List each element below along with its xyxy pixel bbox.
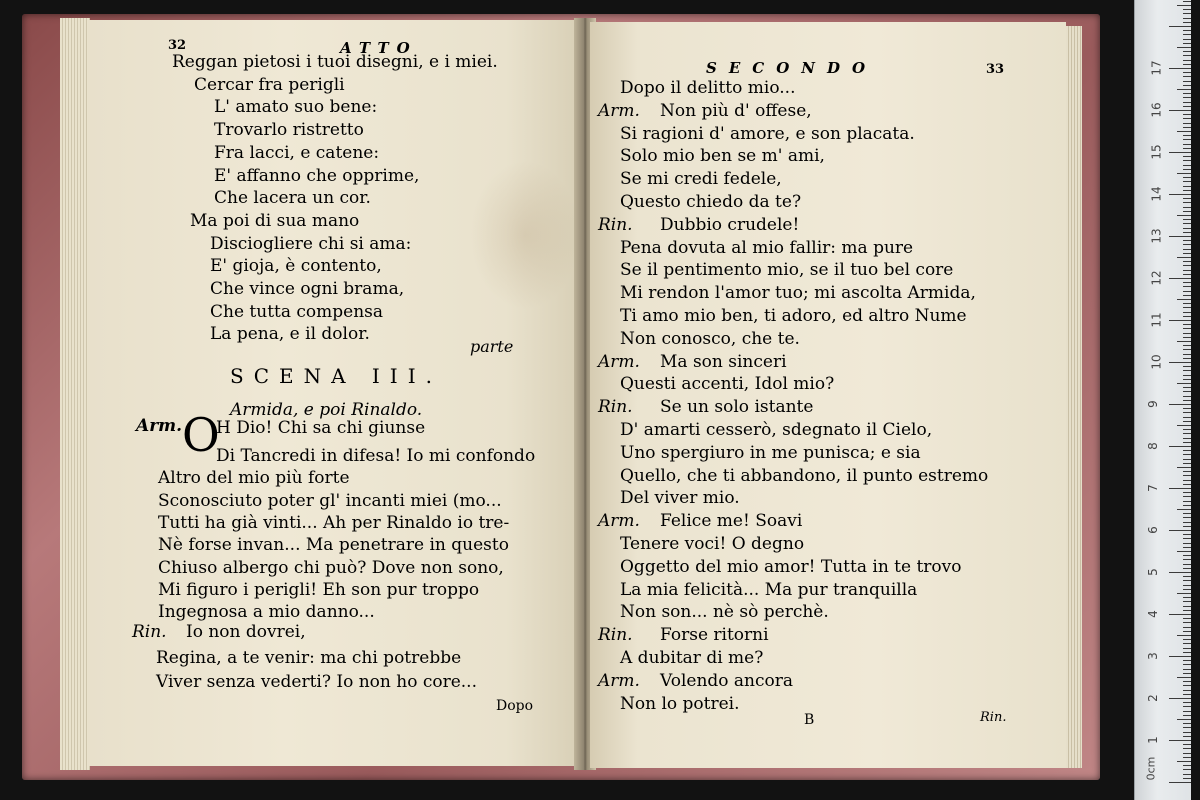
ruler-tick [1183, 618, 1191, 619]
dialogue-line: Mi rendon l'amor tuo; mi ascolta Armida, [620, 283, 976, 304]
ruler-tick [1183, 286, 1191, 287]
ruler-tick [1183, 450, 1191, 451]
ruler-tick [1177, 257, 1191, 258]
ruler-tick [1183, 576, 1191, 577]
ruler-tick [1183, 345, 1191, 346]
ruler-tick [1183, 165, 1191, 166]
ruler-tick [1183, 328, 1191, 329]
ruler-tick [1177, 719, 1191, 720]
ruler-number: 5 [1145, 568, 1160, 576]
ruler-tick [1183, 681, 1191, 682]
ruler-tick [1169, 320, 1191, 321]
verse-line: Che vince ogni brama, [210, 279, 405, 299]
ruler-tick [1169, 278, 1191, 279]
ruler-tick [1183, 555, 1191, 556]
ruler-tick [1183, 55, 1191, 56]
ruler-tick [1183, 9, 1191, 10]
ruler-tick [1183, 181, 1191, 182]
ruler-tick [1169, 740, 1191, 741]
dialogue-line: Non son... nè sò perchè. [620, 602, 829, 623]
ruler-tick [1169, 26, 1191, 27]
ruler-tick [1183, 22, 1191, 23]
ruler-tick [1183, 568, 1191, 569]
ruler-tick [1177, 131, 1191, 132]
ruler-number: 6 [1145, 526, 1160, 534]
ruler-tick [1183, 421, 1191, 422]
ruler-tick [1183, 156, 1191, 157]
ruler-tick [1183, 349, 1191, 350]
ruler-tick [1183, 513, 1191, 514]
ruler-tick [1183, 135, 1191, 136]
ruler-tick [1183, 64, 1191, 65]
page-edges-left [60, 18, 90, 770]
ruler-tick [1183, 547, 1191, 548]
ruler-tick [1183, 522, 1191, 523]
ruler-tick [1177, 215, 1191, 216]
ruler-tick [1183, 606, 1191, 607]
drop-cap-letter: O [182, 408, 220, 462]
ruler-tick [1183, 13, 1191, 14]
ruler-tick [1183, 417, 1191, 418]
dialogue-line: Quello, che ti abbandono, il punto estremo [620, 465, 989, 486]
ruler-number: 8 [1145, 442, 1160, 450]
ruler-tick [1183, 627, 1191, 628]
ruler-number: 15 [1149, 144, 1164, 160]
ruler-tick [1183, 501, 1191, 502]
ruler-tick [1183, 744, 1191, 745]
ruler-tick [1183, 748, 1191, 749]
ruler-tick [1183, 186, 1191, 187]
ruler-tick [1183, 249, 1191, 250]
ruler-tick [1183, 753, 1191, 754]
ruler-tick [1169, 614, 1191, 615]
verse-line: Cercar fra perigli [194, 74, 345, 95]
ruler-tick [1177, 425, 1191, 426]
exit-direction: parte [470, 337, 514, 356]
ruler-tick [1183, 303, 1191, 304]
ruler-tick [1183, 85, 1191, 86]
ruler-tick [1183, 72, 1191, 73]
ruler-tick [1183, 354, 1191, 355]
measuring-ruler [1134, 0, 1191, 800]
ruler-tick [1183, 622, 1191, 623]
armida-line: Altro del mio più forte [158, 468, 350, 489]
ruler-tick [1183, 106, 1191, 107]
ruler-number: 4 [1145, 610, 1160, 618]
verse-line: Ma poi di sua mano [190, 210, 360, 231]
ruler-tick [1183, 43, 1191, 44]
ruler-tick [1183, 232, 1191, 233]
verse-line: L' amato suo bene: [214, 97, 378, 118]
ruler-tick [1183, 484, 1191, 485]
ruler-tick [1183, 123, 1191, 124]
dialogue-line: Forse ritorni [660, 625, 769, 646]
left-running-header: ATTO [340, 39, 418, 57]
ruler-tick [1183, 774, 1191, 775]
dialogue-line: D' amarti cesserò, sdegnato il Cielo, [620, 420, 933, 440]
dialogue-line: Ti amo mio ben, ti adoro, ed altro Nume [620, 306, 967, 326]
ink-bleed-stain [470, 160, 580, 310]
ruler-tick [1177, 677, 1191, 678]
ruler-tick [1183, 60, 1191, 61]
ruler-tick [1183, 664, 1191, 665]
speaker-rinaldo-label: Rin. [132, 622, 167, 642]
verse-line: Fra lacci, e catene: [214, 142, 380, 163]
ruler-tick [1183, 723, 1191, 724]
armida-line: Chiuso albergo chi può? Dove non sono, [158, 557, 504, 578]
ruler-tick [1169, 110, 1191, 111]
dialogue-line: Oggetto del mio amor! Tutta in te trovo [620, 556, 962, 577]
ruler-tick [1169, 656, 1191, 657]
ruler-number: 1 [1145, 736, 1160, 744]
ruler-number: 7 [1145, 484, 1160, 492]
ruler-tick [1183, 429, 1191, 430]
verse-line: La pena, e il dolor. [210, 324, 370, 345]
ruler-tick [1183, 496, 1191, 497]
ruler-tick [1183, 442, 1191, 443]
ruler-tick [1183, 34, 1191, 35]
rinaldo-first-line: Io non dovrei, [186, 622, 306, 642]
ruler-tick [1183, 673, 1191, 674]
ruler-tick [1183, 144, 1191, 145]
speaker-label: Rin. [598, 397, 633, 418]
verse-line: Che lacera un cor. [214, 188, 371, 209]
dialogue-line: Tenere voci! O degno [620, 534, 805, 554]
ruler-tick [1183, 757, 1191, 758]
ruler-tick [1183, 727, 1191, 728]
ruler-tick [1183, 471, 1191, 472]
dialogue-line: Del viver mio. [620, 488, 740, 509]
dialogue-line: Uno spergiuro in me punisca; e sia [620, 442, 921, 463]
ruler-tick [1183, 589, 1191, 590]
ruler-tick [1183, 685, 1191, 686]
ruler-tick [1183, 312, 1191, 313]
armida-line: Tutti ha già vinti... Ah per Rinaldo io tre- [158, 512, 510, 533]
ruler-tick [1183, 190, 1191, 191]
ruler-tick [1183, 543, 1191, 544]
ruler-number: 11 [1149, 312, 1164, 328]
ruler-tick [1183, 412, 1191, 413]
speaker-label: Rin. [598, 625, 633, 646]
ruler-tick [1177, 5, 1191, 6]
ruler-tick [1177, 635, 1191, 636]
ruler-tick [1183, 39, 1191, 40]
ruler-tick [1169, 236, 1191, 237]
ruler-tick [1183, 475, 1191, 476]
ruler-tick [1183, 316, 1191, 317]
ruler-tick [1183, 51, 1191, 52]
dialogue-line: Dopo il delitto mio... [620, 78, 796, 98]
ruler-tick [1183, 139, 1191, 140]
ruler-tick [1183, 228, 1191, 229]
ruler-tick [1183, 240, 1191, 241]
ruler-tick [1183, 81, 1191, 82]
ruler-tick [1183, 408, 1191, 409]
ruler-tick [1169, 404, 1191, 405]
ruler-unit-label: 0cm [1144, 756, 1158, 781]
ruler-tick [1183, 438, 1191, 439]
armida-line: Sconosciuto poter gl' incanti miei (mo... [158, 490, 502, 511]
ruler-tick [1177, 467, 1191, 468]
ruler-tick [1183, 160, 1191, 161]
signature-mark: B [804, 712, 815, 728]
ruler-tick [1177, 593, 1191, 594]
ruler-tick [1183, 102, 1191, 103]
ruler-tick [1177, 761, 1191, 762]
rinaldo-line: Viver senza vederti? Io non ho core... [156, 672, 477, 692]
ruler-tick [1169, 698, 1191, 699]
dialogue-line: Pena dovuta al mio fallir: ma pure [620, 237, 914, 258]
ruler-number: 2 [1145, 694, 1160, 702]
dialogue-line: Dubbio crudele! [660, 214, 800, 235]
ruler-tick [1183, 93, 1191, 94]
ruler-tick [1183, 765, 1191, 766]
ruler-tick [1183, 585, 1191, 586]
ruler-tick [1183, 706, 1191, 707]
ruler-tick [1169, 68, 1191, 69]
scene-heading: SCENA III. [230, 364, 442, 388]
ruler-tick [1177, 173, 1191, 174]
dialogue-line: Se il pentimento mio, se il tuo bel core [620, 260, 954, 281]
dialogue-line: Non conosco, che te. [620, 328, 800, 349]
ruler-tick [1183, 282, 1191, 283]
dialogue-line: Se un solo istante [660, 397, 814, 418]
ruler-tick [1183, 480, 1191, 481]
ruler-tick [1183, 127, 1191, 128]
ruler-tick [1183, 631, 1191, 632]
ruler-tick [1183, 333, 1191, 334]
ruler-tick [1183, 219, 1191, 220]
dialogue-line: Questo chiedo da te? [620, 192, 802, 212]
right-page-number: 33 [986, 62, 1005, 77]
ruler-tick [1169, 782, 1191, 783]
ruler-tick [1183, 198, 1191, 199]
dialogue-line: Felice me! Soavi [660, 511, 803, 532]
ruler-tick [1183, 648, 1191, 649]
ruler-number: 10 [1149, 354, 1164, 370]
ruler-tick [1183, 715, 1191, 716]
ruler-tick [1183, 639, 1191, 640]
verse-line: Disciogliere chi si ama: [210, 233, 412, 254]
speaker-armida-label: Arm. [136, 416, 183, 436]
ruler-tick [1183, 580, 1191, 581]
ruler-tick [1183, 202, 1191, 203]
dialogue-line: Non lo potrei. [620, 693, 740, 714]
ruler-tick [1169, 362, 1191, 363]
ruler-tick [1183, 358, 1191, 359]
dialogue-line: La mia felicità... Ma pur tranquilla [620, 579, 918, 600]
ruler-tick [1183, 274, 1191, 275]
ruler-tick [1183, 76, 1191, 77]
right-catchword: Rin. [980, 710, 1007, 725]
ruler-tick [1183, 177, 1191, 178]
ruler-tick [1169, 194, 1191, 195]
ruler-number: 3 [1145, 652, 1160, 660]
ruler-tick [1183, 778, 1191, 779]
ruler-tick [1177, 383, 1191, 384]
armida-line: Nè forse invan... Ma penetrare in questo [158, 535, 509, 556]
ruler-tick [1177, 509, 1191, 510]
ruler-tick [1183, 463, 1191, 464]
ruler-tick [1183, 492, 1191, 493]
ruler-tick [1183, 253, 1191, 254]
ruler-number: 12 [1149, 270, 1164, 286]
ruler-tick [1183, 375, 1191, 376]
ruler-tick [1183, 534, 1191, 535]
ruler-tick [1183, 526, 1191, 527]
ruler-number: 9 [1145, 400, 1160, 408]
ruler-tick [1183, 291, 1191, 292]
ruler-tick [1183, 366, 1191, 367]
ruler-tick [1169, 446, 1191, 447]
speaker-label: Arm. [598, 511, 640, 532]
speaker-label: Rin. [598, 214, 633, 235]
ruler-tick [1183, 396, 1191, 397]
armida-line: Di Tancredi in difesa! Io mi confondo [216, 446, 536, 466]
dialogue-line: Non più d' offese, [660, 100, 812, 121]
ruler-tick [1183, 295, 1191, 296]
verse-line: Trovarlo ristretto [214, 120, 364, 141]
ruler-tick [1183, 1, 1191, 2]
ruler-tick [1183, 597, 1191, 598]
right-running-header: SECONDO [706, 59, 878, 77]
ruler-tick [1183, 538, 1191, 539]
ruler-tick [1169, 530, 1191, 531]
ruler-tick [1183, 211, 1191, 212]
ruler-tick [1183, 244, 1191, 245]
ruler-tick [1183, 711, 1191, 712]
ruler-tick [1183, 433, 1191, 434]
ruler-tick [1177, 89, 1191, 90]
ruler-tick [1183, 391, 1191, 392]
dialogue-line: A dubitar di me? [620, 648, 764, 668]
ruler-tick [1183, 337, 1191, 338]
armida-line: Ingegnosa a mio danno... [158, 602, 375, 623]
speaker-label: Arm. [598, 351, 640, 372]
ruler-tick [1183, 379, 1191, 380]
ruler-tick [1183, 261, 1191, 262]
ruler-tick [1177, 551, 1191, 552]
ruler-tick [1183, 660, 1191, 661]
ruler-tick [1183, 690, 1191, 691]
ruler-tick [1183, 324, 1191, 325]
dialogue-line: Si ragioni d' amore, e son placata. [620, 123, 915, 144]
ruler-tick [1169, 152, 1191, 153]
ruler-tick [1183, 387, 1191, 388]
verse-line: E' affanno che opprime, [214, 165, 420, 186]
verse-line: E' gioja, è contento, [210, 256, 382, 277]
dialogue-line: Solo mio ben se m' ami, [620, 146, 825, 167]
rinaldo-line: Regina, a te venir: ma chi potrebbe [156, 648, 462, 668]
verse-line: Che tutta compensa [210, 301, 384, 322]
armida-first-line: H Dio! Chi sa chi giunse [216, 418, 426, 438]
ruler-tick [1183, 669, 1191, 670]
ruler-tick [1183, 97, 1191, 98]
ruler-tick [1183, 732, 1191, 733]
armida-line: Mi figuro i perigli! Eh son pur troppo [158, 579, 480, 600]
dialogue-line: Se mi credi fedele, [620, 169, 782, 190]
ruler-tick [1183, 18, 1191, 19]
ruler-tick [1183, 207, 1191, 208]
ruler-tick [1183, 694, 1191, 695]
ruler-number: 16 [1149, 102, 1164, 118]
speaker-label: Arm. [598, 670, 640, 691]
ruler-tick [1183, 736, 1191, 737]
ruler-tick [1183, 601, 1191, 602]
ruler-tick [1183, 454, 1191, 455]
ruler-number: 14 [1149, 186, 1164, 202]
ruler-tick [1183, 400, 1191, 401]
dialogue-line: Ma son sinceri [660, 351, 787, 372]
dialogue-line: Questi accenti, Idol mio? [620, 374, 835, 395]
ruler-tick [1183, 30, 1191, 31]
ruler-tick [1183, 118, 1191, 119]
ruler-tick [1177, 299, 1191, 300]
ruler-number: 13 [1149, 228, 1164, 244]
ruler-tick [1177, 47, 1191, 48]
ruler-tick [1183, 559, 1191, 560]
ruler-tick [1183, 652, 1191, 653]
ruler-tick [1183, 307, 1191, 308]
ruler-tick [1183, 610, 1191, 611]
ruler-tick [1183, 505, 1191, 506]
ruler-tick [1183, 223, 1191, 224]
ruler-tick [1183, 459, 1191, 460]
ruler-tick [1183, 643, 1191, 644]
scene-characters: Armida, e poi Rinaldo. [230, 400, 423, 420]
ruler-tick [1183, 265, 1191, 266]
ruler-tick [1183, 169, 1191, 170]
ruler-tick [1183, 564, 1191, 565]
dialogue-line: Volendo ancora [660, 670, 794, 691]
ruler-tick [1183, 114, 1191, 115]
verse-line: Reggan pietosi i tuoi disegni, e i miei. [172, 52, 498, 72]
ruler-tick [1183, 370, 1191, 371]
ruler-tick [1169, 488, 1191, 489]
ruler-tick [1183, 769, 1191, 770]
ruler-tick [1169, 572, 1191, 573]
ruler-tick [1183, 517, 1191, 518]
ruler-tick [1183, 148, 1191, 149]
ruler-tick [1183, 270, 1191, 271]
left-page-number: 32 [168, 38, 187, 53]
ruler-tick [1183, 702, 1191, 703]
left-catchword: Dopo [496, 698, 534, 714]
ruler-number: 17 [1149, 60, 1164, 76]
ruler-tick [1177, 341, 1191, 342]
speaker-label: Arm. [598, 100, 640, 121]
